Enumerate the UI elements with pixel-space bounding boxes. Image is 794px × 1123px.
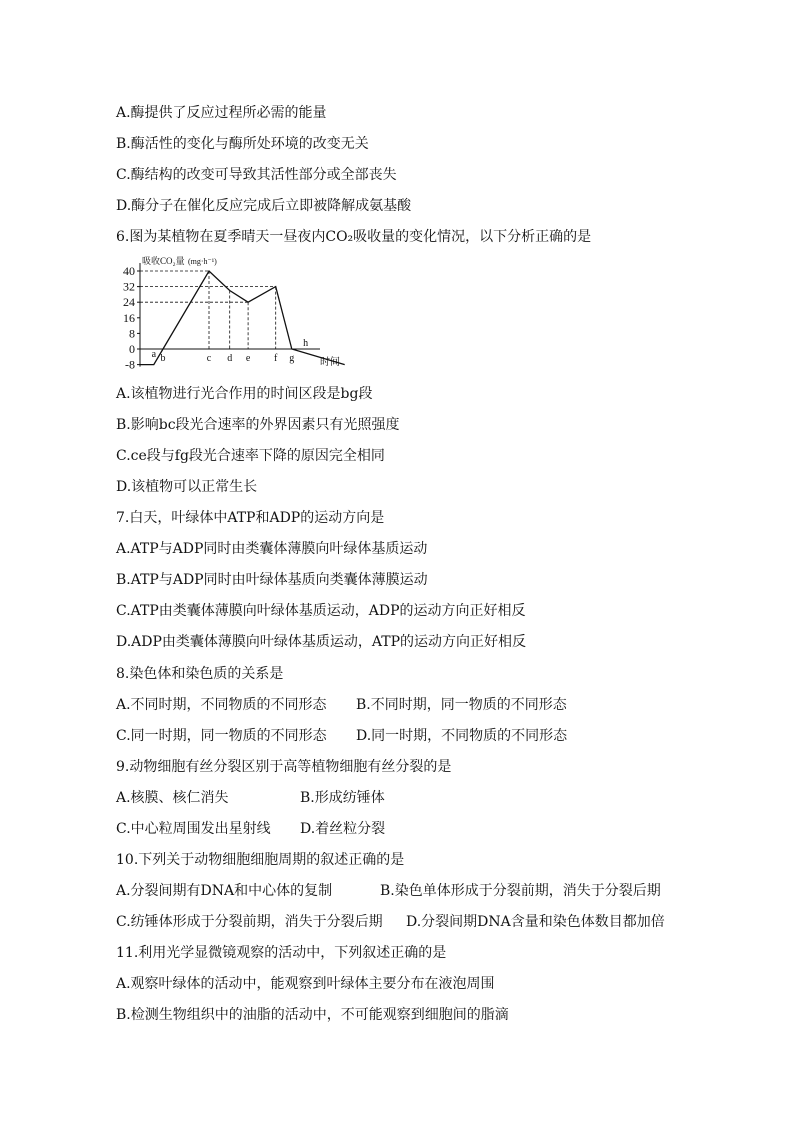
y-axis-label: 吸收CO₂量	[142, 256, 185, 266]
q6-stem: 6.图为某植物在夏季晴天一昼夜内CO₂吸收量的变化情况，以下分析正确的是	[116, 229, 592, 245]
q10-option-d: D.分裂间期DNA含量和染色体数目都加倍	[406, 914, 665, 930]
q11-option-b: B.检测生物组织中的油脂的活动中，不可能观察到细胞间的脂滴	[116, 1007, 509, 1023]
q7-option-a: A.ATP与ADP同时由类囊体薄膜向叶绿体基质运动	[116, 541, 428, 557]
y-tick-label: 24	[123, 295, 135, 310]
y-tick-label: 40	[123, 264, 135, 278]
q10-stem: 10.下列关于动物细胞细胞周期的叙述正确的是	[116, 852, 405, 868]
q9-stem: 9.动物细胞有丝分裂区别于高等植物细胞有丝分裂的是	[116, 759, 452, 775]
q10-option-b: B.染色单体形成于分裂前期，消失于分裂后期	[380, 883, 661, 899]
q8-option-c: C.同一时期，同一物质的不同形态	[116, 728, 327, 744]
q6-option-b: B.影响bc段光合速率的外界因素只有光照强度	[116, 417, 400, 433]
q5-option-a: A.酶提供了反应过程所必需的能量	[116, 105, 327, 121]
point-label-b: b	[160, 353, 166, 364]
y-tick-label: 32	[123, 279, 135, 294]
point-label-d: d	[227, 353, 233, 364]
q11-option-a: A.观察叶绿体的活动中，能观察到叶绿体主要分布在液泡周围	[116, 976, 495, 992]
point-label-c: c	[206, 353, 212, 364]
point-label-f: f	[274, 353, 278, 364]
q6-option-d: D.该植物可以正常生长	[116, 479, 258, 495]
y-tick-label: 8	[129, 326, 135, 341]
q9-option-b: B.形成纺锤体	[300, 790, 385, 806]
point-label-g: g	[289, 353, 295, 364]
q8-option-a: A.不同时期，不同物质的不同形态	[116, 697, 327, 713]
q6-option-c: C.ce段与fg段光合速率下降的原因完全相同	[116, 448, 385, 464]
q11-stem: 11.利用光学显微镜观察的活动中，下列叙述正确的是	[116, 945, 447, 961]
y-tick-label: -8	[125, 357, 135, 372]
q10-option-a: A.分裂间期有DNA和中心体的复制	[116, 883, 333, 899]
point-label-h: h	[303, 338, 309, 349]
q7-option-b: B.ATP与ADP同时由叶绿体基质向类囊体薄膜运动	[116, 572, 428, 588]
series-line	[140, 271, 345, 365]
q6-option-a: A.该植物进行光合作用的时间区段是bg段	[116, 386, 373, 402]
q7-stem: 7.白天，叶绿体中ATP和ADP的运动方向是	[116, 510, 385, 526]
q8-option-d: D.同一时期，不同物质的不同形态	[356, 728, 568, 744]
y-tick-label: 0	[129, 342, 135, 356]
q5-option-c: C.酶结构的改变可导致其活性部分或全部丧失	[116, 167, 397, 183]
y-axis-unit: (mg·h⁻¹)	[188, 257, 217, 266]
point-label-a: a	[151, 349, 157, 360]
y-tick-label: 16	[123, 310, 135, 325]
q5-option-b: B.酶活性的变化与酶所处环境的改变无关	[116, 136, 369, 152]
q7-option-c: C.ATP由类囊体薄膜向叶绿体基质运动，ADP的运动方向正好相反	[116, 603, 526, 619]
q9-option-c: C.中心粒周围发出星射线	[116, 821, 271, 837]
q8-stem: 8.染色体和染色质的关系是	[116, 666, 284, 682]
q7-option-d: D.ADP由类囊体薄膜向叶绿体基质运动，ATP的运动方向正好相反	[116, 634, 527, 650]
q10-option-c: C.纺锤体形成于分裂前期，消失于分裂后期	[116, 914, 383, 930]
q9-option-a: A.核膜、核仁消失	[116, 790, 229, 806]
q9-option-d: D.着丝粒分裂	[300, 821, 386, 837]
x-axis-label: 时间	[320, 357, 340, 368]
co2-absorption-chart	[114, 252, 364, 374]
q5-option-d: D.酶分子在催化反应完成后立即被降解成氨基酸	[116, 198, 412, 214]
q8-option-b: B.不同时期，同一物质的不同形态	[356, 697, 567, 713]
point-label-e: e	[245, 353, 251, 364]
